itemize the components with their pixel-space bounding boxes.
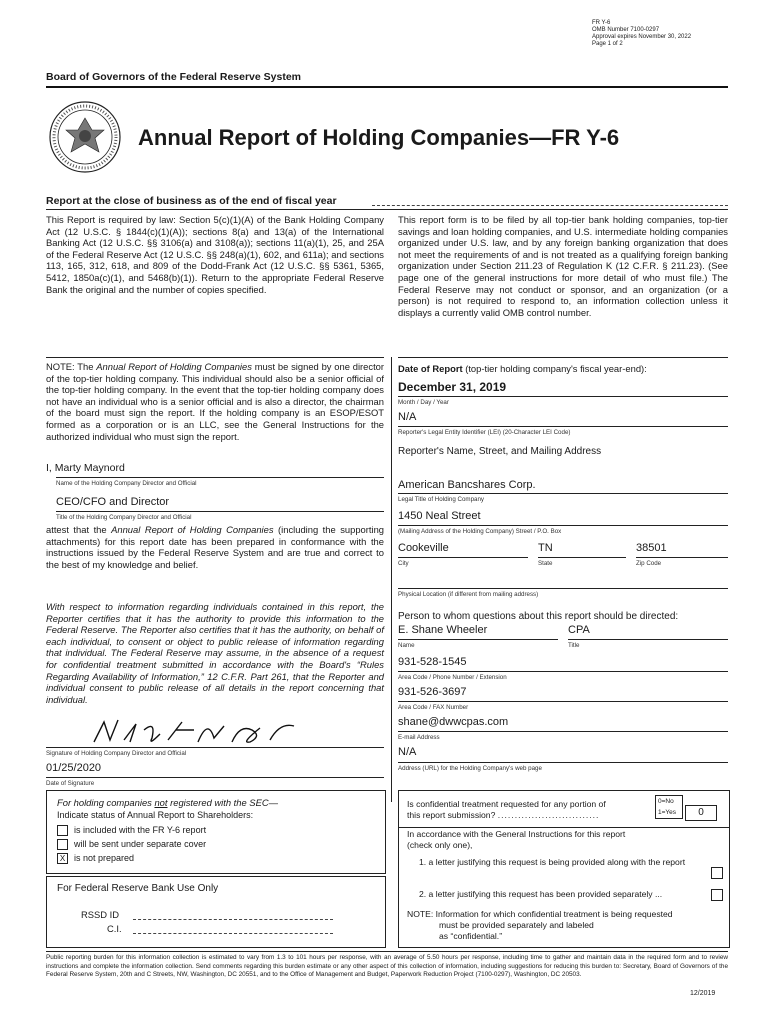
date-of-report-underline xyxy=(398,396,728,397)
page-number: Page 1 of 2 xyxy=(592,41,623,47)
signature-date-label: Date of Signature xyxy=(46,780,95,787)
page-title: Annual Report of Holding Companies—FR Y-6 xyxy=(138,125,620,150)
contact-name-underline xyxy=(398,639,558,640)
shareholder-report-option[interactable]: is included with the FR Y-6 report xyxy=(57,825,206,836)
sec-intro: For holding companies not registered with the SEC— xyxy=(57,797,278,808)
form-header-info xyxy=(592,20,762,48)
filing-requirement-paragraph: This report form is to be filed by all top-tier bank holding companies, top-tier savings and loan holding companies, and U.S. intermediate holding companies organized under U.S. law, and by any foreign banking organization that does not meet the requirements of and is not treated as a qualifying foreign banking organization under Section 211.23 of Regulation K (12 C.F.R. § 211.23). (See page one of the general instructions for more detail of who must file.) The Federal Reserve may not conduct or sponsor, and an organization (or a person) is not required to respond to, an information collection unless it displays a currently valid OMB control number. xyxy=(398,214,728,318)
intro-rule xyxy=(46,209,728,210)
signer-line: I, Marty Maynord xyxy=(46,462,125,474)
zip-underline xyxy=(636,557,728,558)
header-rule xyxy=(46,86,728,88)
state-label: State xyxy=(538,560,553,567)
burden-statement: Public reporting burden for this information collection is estimated to vary from 1.3 to 101 hours per response, with an average of 5.50 hours per response, including time to gather and maintain data in the required form and to review instructions and complete the information collection. Send comments regarding this burden estimate or any other aspect of this collection of information, including suggestions for reducing this burden to: Secretary, Board of Governors of the Federal Reserve System, 20th and C Streets, NW, Washington, DC 20551, and to the Office of Management and Budget, Paperwork Reduction Project (7100-0297), Washington, DC 20503. xyxy=(46,954,728,979)
approval-expiry: Approval expires November 30, 2022 xyxy=(592,34,692,40)
consent-paragraph: With respect to information regarding individuals contained in this report, the Reporter certifies that it has the authority to provide this information to the Federal Reserve. The Reporter also certifies that it has the authority, on behalf of each individual, to consent or object to public release of information regarding that individual. The Federal Reserve may assume, in the absence of a request for confidential treatment submitted in accordance with the Board's “Rules Regarding Availability of Information,” 12 C.F.R. Part 261, that the Reporter and individual consent to public release of all details in the report concerning that individual. xyxy=(46,601,384,705)
report-heading: Report at the close of business as of the end of fiscal year xyxy=(46,195,337,207)
shareholder-report-option[interactable]: will be sent under separate cover xyxy=(57,839,206,850)
right-section-rule xyxy=(398,357,728,358)
column-divider xyxy=(391,357,392,802)
omb-number: OMB Number 7100-0297 xyxy=(592,27,660,33)
signature-date-underline xyxy=(46,777,384,778)
lei-label: Reporter's Legal Entity Identifier (LEI) (20-Character LEI Code) xyxy=(398,429,571,436)
checkbox[interactable]: X xyxy=(57,853,68,864)
frb-use-box xyxy=(46,876,386,948)
reporter-name[interactable]: American Bancshares Corp. xyxy=(398,479,536,491)
accordance-text: In accordance with the General Instructions for this report (check only one), xyxy=(407,829,626,850)
contact-fax-label: Area Code / FAX Number xyxy=(398,704,469,711)
reporter-name-label: Legal Title of Holding Company xyxy=(398,496,484,503)
signer-name-underline xyxy=(56,477,384,478)
reporter-street-underline xyxy=(398,525,728,526)
contact-title-underline xyxy=(568,639,728,640)
left-section-rule xyxy=(46,357,384,358)
reporter-zip[interactable]: 38501 xyxy=(636,542,667,554)
signer-name-label: Name of the Holding Company Director and Official xyxy=(56,480,197,487)
authority-paragraph: This Report is required by law: Section 5(c)(1)(A) of the Bank Holding Company Act (12 U.S.C. § 1844(c)(1)(A)); sections 8(a) and 13(a) of the International Banking Act (12 U.S.C. §§ 3106(a) and 3108(a)); sections 11(a)(1), 25, and 25A of the Federal Reserve Act (12 U.S.C. §§ 248(a)(1), 602, and 611a); and sections 113, 165, 312, 618, and 809 of the Dodd-Frank Act (12 U.S.C. §§ 5361, 5365, 5412, 1850a(c)(1), and 5468(b)(1)). Return to the appropriate Federal Reserve Bank the original and the number of copies specified. xyxy=(46,214,384,295)
date-of-report-label: Date of Report (top-tier holding company's fiscal year-end): xyxy=(398,363,647,374)
contact-phone-label: Area Code / Phone Number / Extension xyxy=(398,674,507,681)
reporter-city[interactable]: Cookeville xyxy=(398,542,449,554)
reporter-street-label: (Mailing Address of the Holding Company) Street / P.O. Box xyxy=(398,528,562,535)
signature-label: Signature of Holding Company Director and Official xyxy=(46,750,187,757)
confidential-divider xyxy=(399,827,729,828)
signing-note: NOTE: The Annual Report of Holding Companies must be signed by one director of the top-tier holding company. This individual should also be a senior official of the top-tier holding company. In the event that the top-tier holding company does not have an individual who is a senior official and is also a director, the chairman of the board must sign the report. If the holding company is an ESOP/ESOT formed as a corporation or is an LLC, see the General Instructions for the authorized individual who must sign the report. xyxy=(46,361,385,442)
agency-name: Board of Governors of the Federal Reserve System xyxy=(46,71,301,83)
confidential-question: Is confidential treatment requested for any portion of this report submission? .............................. xyxy=(407,799,606,820)
contact-name[interactable]: E. Shane Wheeler xyxy=(398,624,488,636)
reporter-state[interactable]: TN xyxy=(538,542,553,554)
footer-rule xyxy=(46,951,728,952)
fax-underline xyxy=(398,701,728,702)
ci-field[interactable] xyxy=(133,933,333,934)
letter-option-2: 2. a letter justifying this request has been provided separately ... xyxy=(419,889,663,899)
state-underline xyxy=(538,557,626,558)
contact-email-label: E-mail Address xyxy=(398,734,440,741)
lei-value[interactable]: N/A xyxy=(398,411,417,423)
checkbox[interactable] xyxy=(57,825,68,836)
rssd-label: RSSD ID xyxy=(81,909,120,920)
lei-underline xyxy=(398,426,728,427)
email-underline xyxy=(398,731,728,732)
contact-email[interactable]: shane@dwwcpas.com xyxy=(398,716,509,728)
sec-status-box xyxy=(46,790,386,874)
letter-option-1: 1. a letter justifying this request is being provided along with the report xyxy=(419,857,686,867)
signer-title-underline xyxy=(56,511,384,512)
city-label: City xyxy=(398,560,409,567)
reporter-name-underline xyxy=(398,493,728,494)
attestation-paragraph: attest that the Annual Report of Holding Companies (including the supporting attachments) for this report date has been prepared in conformance with the instructions issued by the Federal Reserve System and are true and correct to the best of my knowledge and belief. xyxy=(46,524,384,570)
confidential-treatment-box xyxy=(398,790,730,948)
reporter-street[interactable]: 1450 Neal Street xyxy=(398,510,481,522)
confidential-code-legend: 0=No 1=Yes xyxy=(655,795,683,819)
federal-reserve-seal xyxy=(48,100,122,174)
frb-use-title: For Federal Reserve Bank Use Only xyxy=(57,883,219,894)
physical-location-label: Physical Location (if different from mailing address) xyxy=(398,591,539,598)
rssd-field[interactable] xyxy=(133,919,333,920)
contact-fax[interactable]: 931-526-3697 xyxy=(398,686,467,698)
confidential-answer[interactable]: 0 xyxy=(685,805,717,821)
form-code: FR Y-6 xyxy=(592,20,611,26)
confidential-note: NOTE: Information for which confidential treatment is being requested must be provided separately and labeled as “confidential.” xyxy=(407,909,673,941)
zip-label: Zip Code xyxy=(636,560,662,567)
signature-underline xyxy=(46,747,384,748)
ci-label: C.I. xyxy=(107,923,122,934)
signer-title[interactable]: CEO/CFO and Director xyxy=(56,496,170,508)
sec-instruction: Indicate status of Annual Report to Shareholders: xyxy=(57,810,254,820)
company-url-label: Address (URL) for the Holding Company's web page xyxy=(398,765,542,772)
form-revision-date: 12/2019 xyxy=(690,990,716,997)
handwritten-signature[interactable] xyxy=(90,716,310,748)
physical-location-field[interactable] xyxy=(398,588,728,589)
contact-phone[interactable]: 931-528-1545 xyxy=(398,656,467,668)
company-url[interactable]: N/A xyxy=(398,746,417,758)
report-heading-fill-line xyxy=(372,205,728,206)
city-underline xyxy=(398,557,528,558)
letter-option-1-checkbox[interactable] xyxy=(711,867,723,879)
signer-title-label: Title of the Holding Company Director and Official xyxy=(56,514,192,521)
contact-title[interactable]: CPA xyxy=(568,624,590,636)
date-format-label: Month / Day / Year xyxy=(398,399,449,406)
contact-name-label: Name xyxy=(398,642,415,649)
checkbox[interactable] xyxy=(57,839,68,850)
letter-option-2-checkbox[interactable] xyxy=(711,889,723,901)
contact-title-label: Title xyxy=(568,642,580,649)
address-heading: Reporter's Name, Street, and Mailing Address xyxy=(398,446,602,457)
url-underline xyxy=(398,762,728,763)
phone-underline xyxy=(398,671,728,672)
contact-heading: Person to whom questions about this report should be directed: xyxy=(398,611,679,622)
date-of-report-value[interactable]: December 31, 2019 xyxy=(398,380,507,394)
signer-name[interactable]: Marty Maynord xyxy=(54,462,125,474)
shareholder-report-option[interactable]: X is not prepared xyxy=(57,853,134,864)
signature-date[interactable]: 01/25/2020 xyxy=(46,762,102,774)
